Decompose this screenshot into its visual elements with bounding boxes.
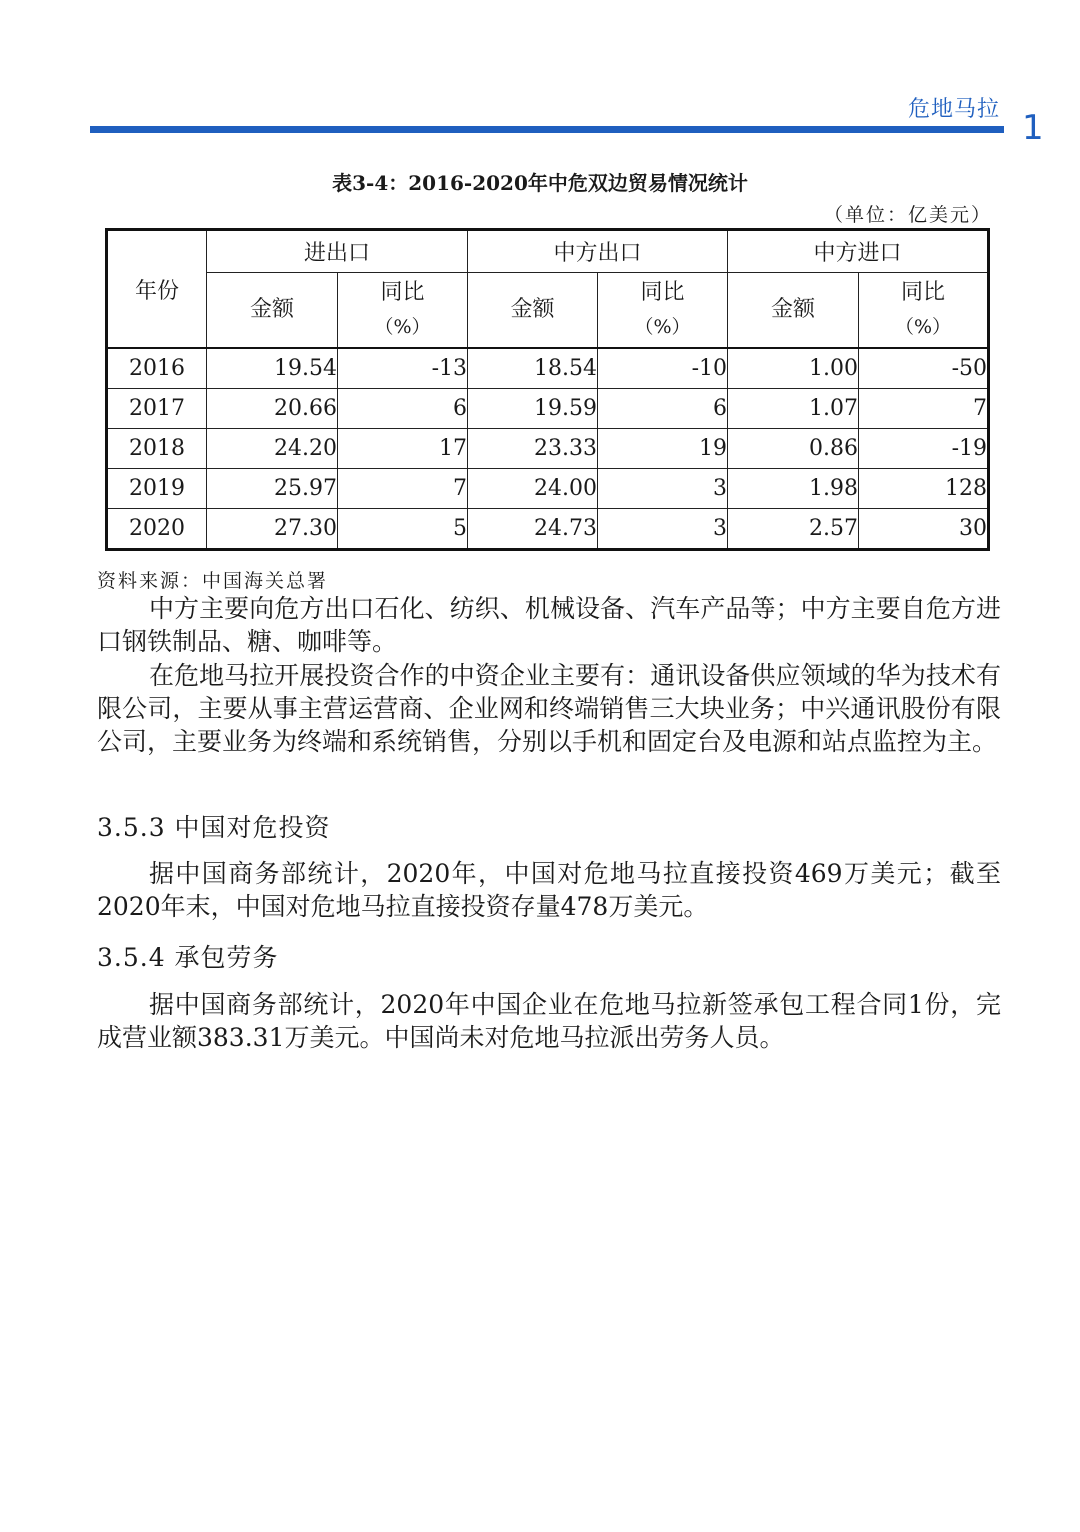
section-heading-investment: 3.5.3 中国对危投资: [97, 813, 331, 842]
import-yoy-cell: -50: [859, 348, 989, 389]
export-amount-cell: 24.00: [468, 469, 598, 509]
total-amount-cell: 27.30: [207, 509, 338, 550]
import-amount-cell: 1.00: [728, 348, 859, 389]
header-rule: [90, 126, 1004, 133]
table-header-row: [107, 230, 989, 273]
import-amount-cell: 2.57: [728, 509, 859, 550]
paragraph-investment: 据中国商务部统计，2020年，中国对危地马拉直接投资469万美元；截至2020年末，中国对危地马拉直接投资存量478万美元。: [97, 859, 1001, 921]
table-title: 表3-4：2016-2020年中危双边贸易情况统计: [332, 171, 748, 195]
export-amount-cell: 24.73: [468, 509, 598, 550]
import-yoy-cell: 30: [859, 509, 989, 550]
year-cell: 2020: [107, 509, 207, 550]
total-amount-cell: 20.66: [207, 389, 338, 429]
total-yoy-cell: 6: [338, 389, 468, 429]
trade-table: [105, 228, 990, 551]
year-header: 年份: [107, 230, 207, 349]
group-header-export: 中方出口: [468, 230, 728, 273]
year-cell: 2016: [107, 348, 207, 389]
import-yoy-cell: -19: [859, 429, 989, 469]
import-amount-cell: 0.86: [728, 429, 859, 469]
table-source-note: 资料来源：中国海关总署: [97, 570, 329, 592]
paragraph-chinese-enterprises: 在危地马拉开展投资合作的中资企业主要有：通讯设备供应领域的华为技术有限公司，主要从事主营运营商、企业网和终端销售三大块业务；中兴通讯股份有限公司，主要业务为终端和系统销售，分别以手机和固定台及电源和站点监控为主。: [97, 661, 1001, 756]
import-amount-cell: 1.98: [728, 469, 859, 509]
export-amount-cell: 18.54: [468, 348, 598, 389]
export-yoy-cell: 6: [598, 389, 728, 429]
export-amount-cell: 19.59: [468, 389, 598, 429]
yoy-header: 同比 （%）: [859, 273, 989, 349]
paragraph-contracting: 据中国商务部统计，2020年中国企业在危地马拉新签承包工程合同1份，完成营业额383.31万美元。中国尚未对危地马拉派出劳务人员。: [97, 990, 1001, 1052]
total-amount-cell: 24.20: [207, 429, 338, 469]
group-header-total: 进出口: [207, 230, 468, 273]
yoy-header: 同比 （%）: [598, 273, 728, 349]
export-amount-cell: 23.33: [468, 429, 598, 469]
running-header-title: 危地马拉: [907, 97, 1000, 122]
export-yoy-cell: 19: [598, 429, 728, 469]
table-row: [107, 469, 989, 509]
amount-header: 金额: [728, 273, 859, 349]
total-yoy-cell: 5: [338, 509, 468, 550]
import-yoy-cell: 7: [859, 389, 989, 429]
total-amount-cell: 19.54: [207, 348, 338, 389]
table-unit: （单位：亿美元）: [823, 204, 992, 226]
paragraph-trade-goods: 中方主要向危方出口石化、纺织、机械设备、汽车产品等；中方主要自危方进口钢铁制品、糖、咖啡等。: [97, 594, 1001, 656]
year-cell: 2018: [107, 429, 207, 469]
year-cell: 2019: [107, 469, 207, 509]
table-subheader-row: [107, 273, 989, 349]
section-heading-contracting: 3.5.4 承包劳务: [97, 943, 279, 972]
yoy-header: 同比 （%）: [338, 273, 468, 349]
export-yoy-cell: -10: [598, 348, 728, 389]
table-row: [107, 389, 989, 429]
total-yoy-cell: 7: [338, 469, 468, 509]
total-yoy-cell: 17: [338, 429, 468, 469]
table-row: [107, 429, 989, 469]
amount-header: 金额: [207, 273, 338, 349]
table-row: [107, 348, 989, 389]
table-row: [107, 509, 989, 550]
total-yoy-cell: -13: [338, 348, 468, 389]
year-cell: 2017: [107, 389, 207, 429]
amount-header: 金额: [468, 273, 598, 349]
group-header-import: 中方进口: [728, 230, 989, 273]
page-number: 1: [1022, 108, 1044, 148]
import-amount-cell: 1.07: [728, 389, 859, 429]
import-yoy-cell: 128: [859, 469, 989, 509]
export-yoy-cell: 3: [598, 509, 728, 550]
export-yoy-cell: 3: [598, 469, 728, 509]
total-amount-cell: 25.97: [207, 469, 338, 509]
